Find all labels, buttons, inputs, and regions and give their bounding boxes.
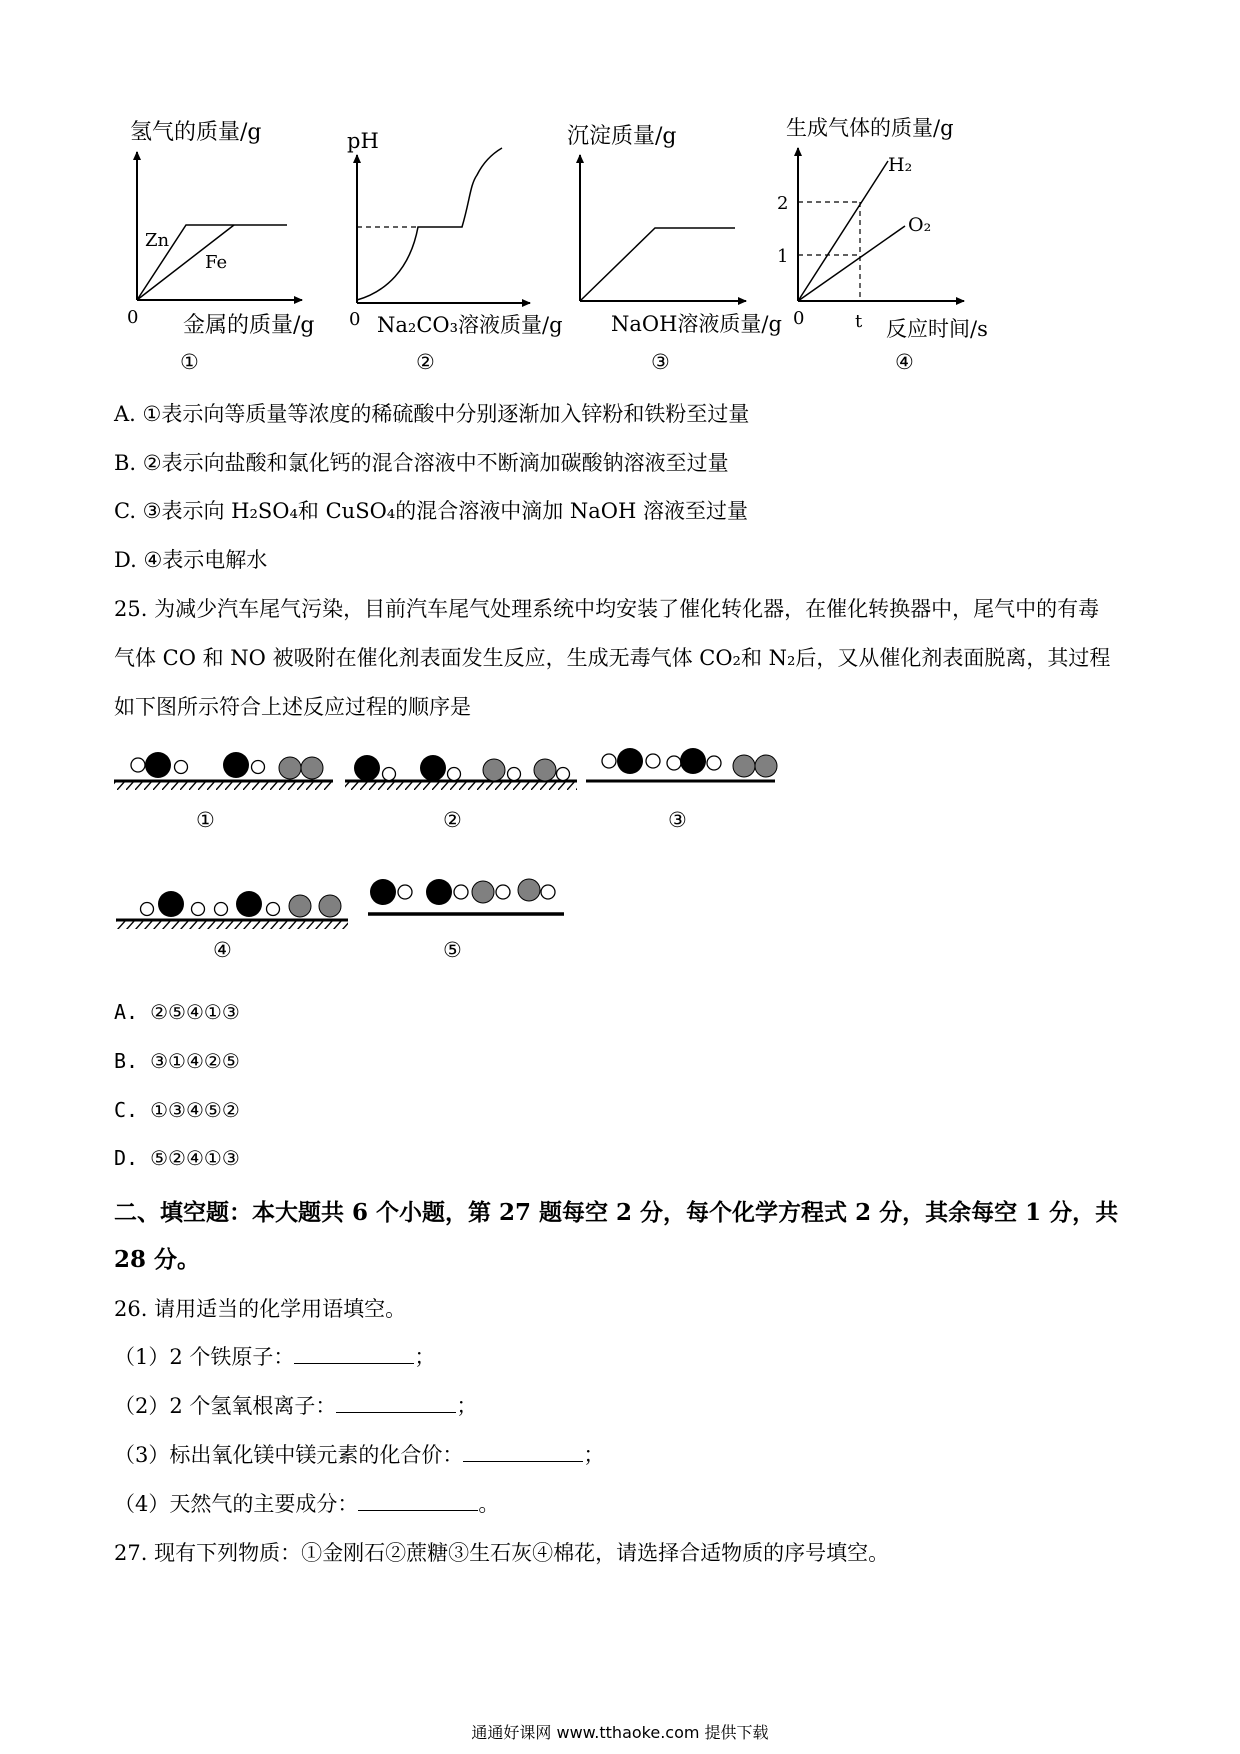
chart-2	[347, 129, 563, 374]
q25-option-c: C. ①③④⑤②	[114, 1098, 240, 1122]
q25-stem-line-2: 气体 CO 和 NO 被吸附在催化剂表面发生反应，生成无毒气体 CO₂和 N₂后，又从催化剂表面脱离，其过程	[114, 646, 1111, 670]
diagram-4	[116, 891, 348, 962]
white-atom	[192, 903, 205, 916]
chart-3-ylabel: 沉淀质量/g	[567, 124, 677, 149]
gray-atom	[518, 879, 540, 901]
q24-option-c: C. ③表示向 H₂SO₄和 CuSO₄的混合溶液中滴加 NaOH 溶液至过量	[114, 499, 748, 523]
chart-2-ylabel: pH	[347, 129, 379, 153]
chart-4-tick-2: 2	[777, 193, 789, 214]
q26-item-2-label: （2）2 个氢氧根离子：	[114, 1394, 337, 1418]
q26-item-3	[114, 1439, 604, 1469]
diagram-5-label: ⑤	[443, 938, 462, 962]
chart-4-series-h2: H₂	[888, 154, 913, 176]
answer-blank[interactable]	[358, 1492, 478, 1511]
black-atom	[420, 755, 446, 781]
white-atom	[541, 885, 555, 899]
diagram-2-label: ②	[443, 808, 462, 832]
white-atom	[131, 758, 145, 772]
black-atom	[223, 752, 249, 778]
chart-1-xlabel: 金属的质量/g	[183, 313, 315, 338]
white-atom	[398, 885, 412, 899]
black-atom	[370, 879, 396, 905]
gray-atom	[319, 895, 341, 917]
q24-option-b: B. ②表示向盐酸和氯化钙的混合溶液中不断滴加碳酸钠溶液至过量	[114, 451, 729, 475]
white-atom	[252, 761, 265, 774]
black-atom	[426, 879, 452, 905]
chart-1-series-fe: Fe	[205, 252, 228, 273]
chart-1-number: ①	[180, 350, 199, 374]
white-atom	[508, 768, 521, 781]
white-atom	[383, 768, 396, 781]
chart-1-ylabel: 氢气的质量/g	[130, 120, 262, 145]
q26-item-1-label: （1）2 个铁原子：	[114, 1345, 295, 1369]
black-atom	[680, 748, 706, 774]
diagram-1	[114, 752, 333, 832]
chart-4	[777, 116, 988, 374]
gray-atom	[301, 757, 323, 779]
white-atom	[707, 756, 721, 770]
white-atom	[496, 885, 510, 899]
diagram-2	[345, 755, 577, 832]
white-atom	[175, 761, 188, 774]
q26-item-4-end: 。	[478, 1492, 500, 1516]
chart-4-ylabel: 生成气体的质量/g	[786, 116, 954, 140]
black-atom	[617, 748, 643, 774]
q25-option-d: D. ⑤②④①③	[114, 1146, 240, 1170]
black-atom	[354, 755, 380, 781]
diagram-3	[586, 748, 777, 832]
q26-item-4	[114, 1488, 499, 1518]
white-atom	[141, 903, 154, 916]
gray-atom	[289, 895, 311, 917]
chart-3	[567, 124, 782, 374]
chart-2-number: ②	[416, 350, 435, 374]
q25-stem-line-1: 25. 为减少汽车尾气污染，目前汽车尾气处理系统中均安装了催化转化器，在催化转换器中，尾气中的有毒	[114, 597, 1100, 621]
q26-item-4-label: （4）天然气的主要成分：	[114, 1492, 359, 1516]
q26-item-2	[114, 1390, 477, 1420]
white-atom	[215, 903, 228, 916]
white-atom	[602, 754, 616, 768]
answer-blank[interactable]	[336, 1394, 456, 1413]
chart-2-xlabel: Na₂CO₃溶液质量/g	[377, 313, 563, 337]
white-atom	[667, 756, 681, 770]
chart-3-precipitate-line	[580, 228, 735, 301]
chart-4-o2-line	[798, 226, 905, 301]
diagram-3-label: ③	[668, 808, 687, 832]
section-2-heading: 二、填空题：本大题共 6 个小题，第 27 题每空 2 分，每个化学方程式 2 分，其余每空 1 分，共 28 分。	[114, 1199, 1119, 1273]
chart-1	[127, 120, 315, 374]
chart-2-origin: 0	[349, 309, 361, 330]
diagram-5	[368, 879, 564, 962]
chart-4-number: ④	[895, 350, 914, 374]
gray-atom	[279, 757, 301, 779]
q25-option-b: B. ③①④②⑤	[114, 1049, 240, 1073]
q26-item-1-end: ；	[414, 1345, 436, 1369]
diagram-4-label: ④	[213, 938, 232, 962]
chart-4-tick-t: t	[855, 311, 863, 332]
page-footer: 通通好课网 www.tthaoke.com 提供下载	[471, 1723, 769, 1742]
black-atom	[145, 752, 171, 778]
chart-4-tick-1: 1	[777, 246, 789, 267]
black-atom	[236, 891, 262, 917]
chart-4-series-o2: O₂	[908, 214, 932, 236]
white-atom	[557, 768, 570, 781]
chart-3-number: ③	[651, 350, 670, 374]
answer-blank[interactable]	[463, 1443, 583, 1462]
q26-item-2-end: ；	[456, 1394, 478, 1418]
q25-stem-line-3: 如下图所示符合上述反应过程的顺序是	[114, 695, 471, 719]
q26-item-1	[114, 1341, 435, 1371]
q24-option-a: A. ①表示向等质量等浓度的稀硫酸中分别逐渐加入锌粉和铁粉至过量	[114, 402, 750, 426]
chart-4-h2-line	[798, 161, 888, 301]
chart-4-origin: 0	[793, 308, 805, 329]
q26-item-3-label: （3）标出氧化镁中镁元素的化合价：	[114, 1443, 464, 1467]
q26-title: 26. 请用适当的化学用语填空。	[114, 1297, 407, 1321]
q24-option-d: D. ④表示电解水	[114, 548, 268, 572]
chart-1-series-zn: Zn	[145, 230, 170, 251]
white-atom	[646, 754, 660, 768]
white-atom	[448, 768, 461, 781]
diagram-1-label: ①	[196, 808, 215, 832]
white-atom	[454, 885, 468, 899]
gray-atom	[755, 755, 777, 777]
q25-option-a: A. ②⑤④①③	[114, 1000, 240, 1024]
white-atom	[267, 903, 280, 916]
q26-item-3-end: ；	[583, 1443, 605, 1467]
chart-1-origin: 0	[127, 307, 139, 328]
gray-atom	[534, 759, 556, 781]
q27-stem: 27. 现有下列物质：①金刚石②蔗糖③生石灰④棉花，请选择合适物质的序号填空。	[114, 1541, 890, 1565]
chart-3-xlabel: NaOH溶液质量/g	[611, 312, 782, 336]
gray-atom	[483, 759, 505, 781]
chart-4-xlabel: 反应时间/s	[886, 317, 988, 341]
chart-2-ph-curve	[357, 148, 502, 300]
answer-blank[interactable]	[294, 1345, 414, 1364]
gray-atom	[472, 881, 494, 903]
gray-atom	[733, 755, 755, 777]
black-atom	[158, 891, 184, 917]
